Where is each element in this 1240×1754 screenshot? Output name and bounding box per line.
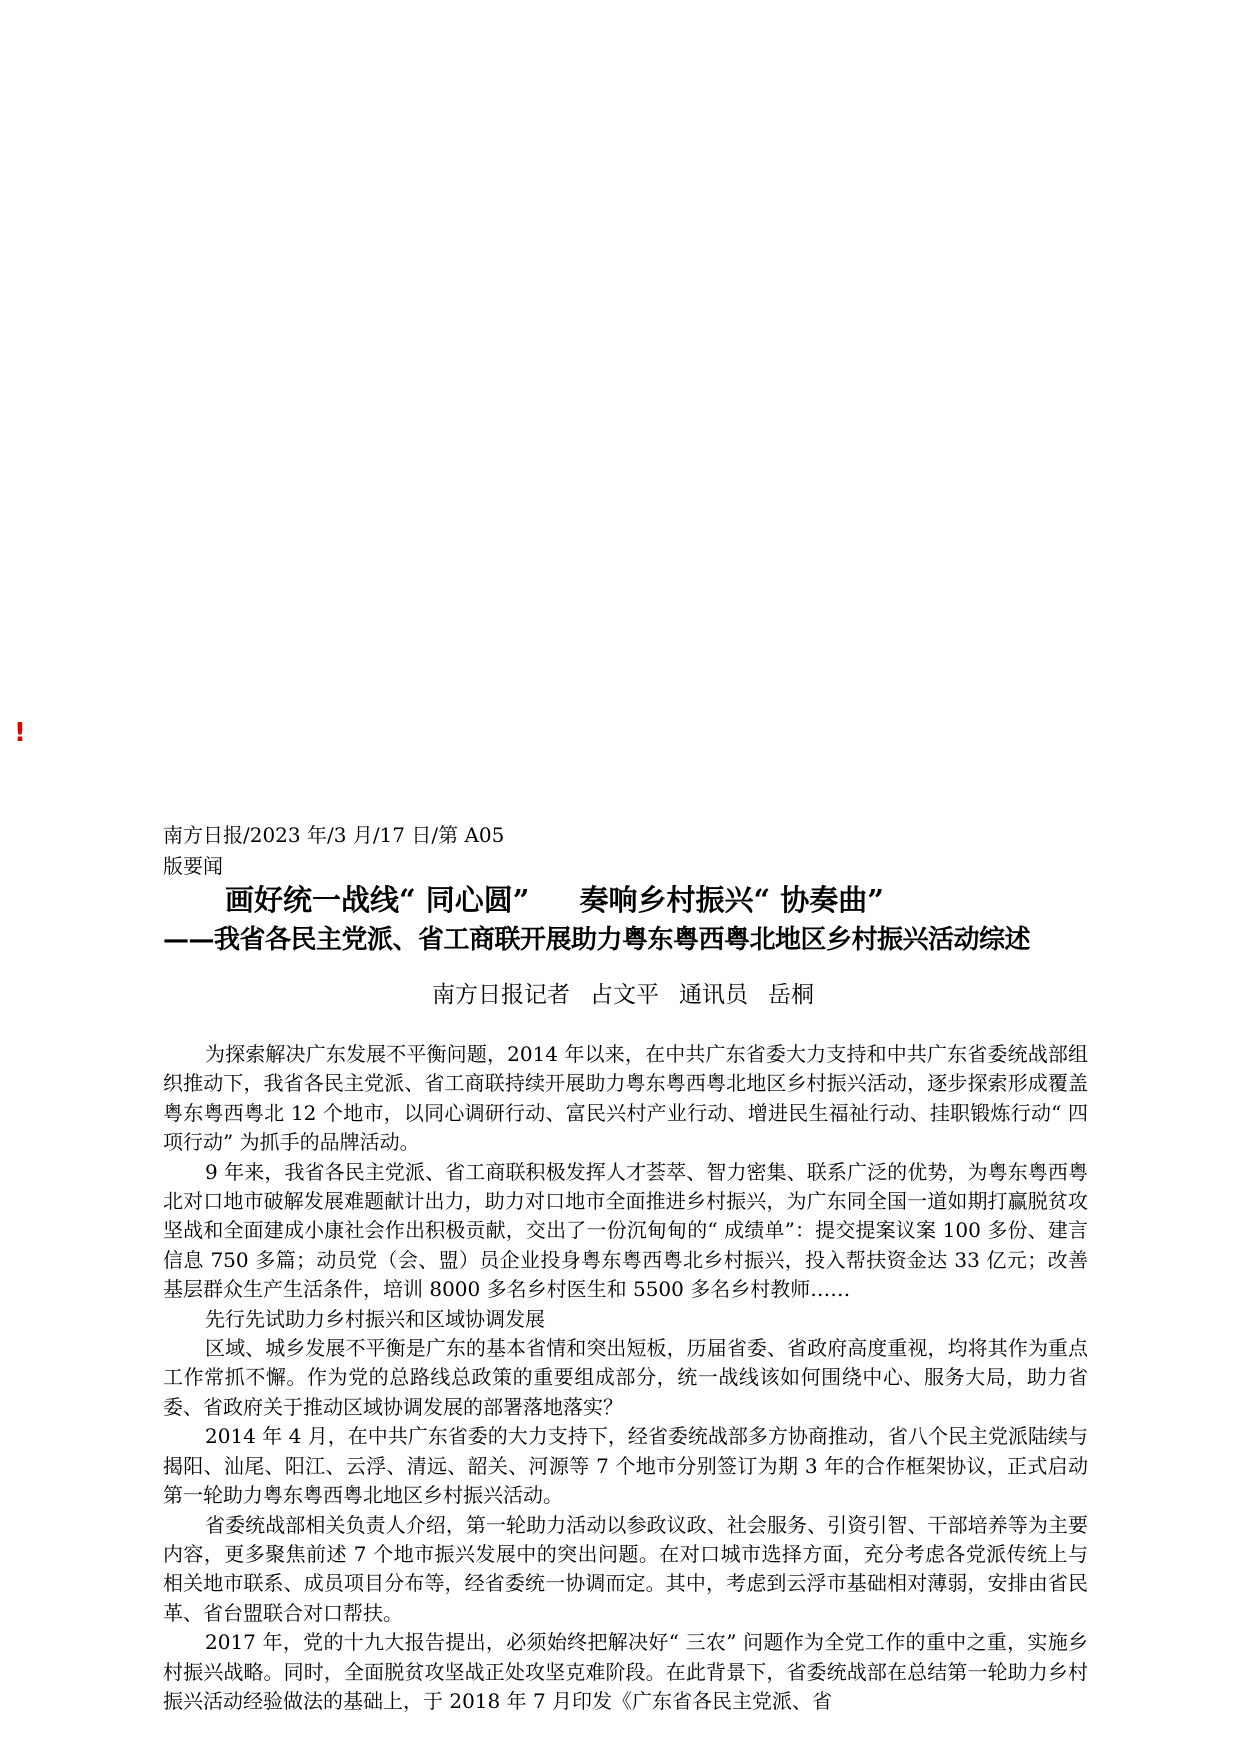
source-line-2: 版要闻 <box>163 854 223 878</box>
paragraph: 9 年来，我省各民主党派、省工商联积极发挥人才荟萃、智力密集、联系广泛的优势，为粤东粤西粤北对口地市破解发展难题献计出力，助力对口地市全面推进乡村振兴，为广东同全国一道如期打赢脱贫攻坚战和全面建成小康社会作出积极贡献，交出了一份沉甸甸的“ 成绩单”：提交提案议案 100 多份、建言信息 750 多篇；动员党（会、盟）员企业投身粤东粤西粤北乡村振兴，投入帮扶资金达 33 亿元；改善基层群众生产生活条件，培训 8000 多名乡村医生和 5500 多名乡村教师…… <box>163 1159 1088 1302</box>
headline-subtitle: ——我省各民主党派、省工商联开展助力粤东粤西粤北地区乡村振兴活动综述 <box>163 925 1031 955</box>
publication-source <box>163 820 1083 882</box>
correspondent-title: 通讯员 <box>679 982 748 1008</box>
byline <box>163 979 1083 1011</box>
red-exclamation-mark: ! <box>14 718 26 748</box>
paragraph: 为探索解决广东发展不平衡问题，2014 年以来，在中共广东省委大力支持和中共广东省委统战部组织推动下，我省各民主党派、省工商联持续开展助力粤东粤西粤北地区乡村振兴活动，逐步探索形成覆盖粤东粤西粤北 12 个地市，以同心调研行动、富民兴村产业行动、增进民生福祉行动、挂职锻炼行动“ 四项行动” 为抓手的品牌活动。 <box>163 1042 1088 1155</box>
paragraph: 区域、城乡发展不平衡是广东的基本省情和突出短板，历届省委、省政府高度重视，均将其作为重点工作常抓不懈。作为党的总路线总政策的重要组成部分，统一战线该如何围绕中心、服务大局，助力省委、省政府关于推动区域协调发展的部署落地落实？ <box>163 1336 1088 1419</box>
section-heading: 先行先试助力乡村振兴和区域协调发展 <box>205 1306 545 1331</box>
reporter-name: 占文平 <box>590 982 659 1008</box>
paragraph: 2017 年，党的十九大报告提出，必须始终把解决好“ 三农” 问题作为全党工作的重中之重，实施乡村振兴战略。同时，全面脱贫攻坚战正处攻坚克难阶段。在此背景下，省委统战部在总结第一轮助力乡村振兴活动经验做法的基础上，于 2018 年 7 月印发《广东省各民主党派、省 <box>163 1630 1088 1713</box>
headline-main <box>163 880 1083 920</box>
article-body <box>163 1040 1088 1716</box>
paragraph: 2014 年 4 月，在中共广东省委的大力支持下，经省委统战部多方协商推动，省八个民主党派陆续与揭阳、汕尾、阳江、云浮、清远、韶关、河源等 7 个地市分别签订为期 3 年的合作框架协议，正式启动第一轮助力粤东粤西粤北地区乡村振兴活动。 <box>163 1424 1088 1508</box>
paragraph: 省委统战部相关负责人介绍，第一轮助力活动以参政议政、社会服务、引资引智、干部培养等为主要内容，更多聚焦前述 7 个地市振兴发展中的突出问题。在对口城市选择方面，充分考虑各党派传统上与相关地市联系、成员项目分布等，经省委统一协调而定。其中，考虑到云浮市基础相对薄弱，安排由省民革、省台盟联合对口帮扶。 <box>163 1512 1088 1625</box>
correspondent-name: 岳桐 <box>768 982 814 1008</box>
reporter-title: 南方日报记者 <box>432 982 570 1008</box>
headline-part-1: 画好统一战线“ 同心圆” <box>225 883 530 917</box>
article-headline <box>163 880 1083 960</box>
source-line-1: 南方日报/2023 年/3 月/17 日/第 A05 <box>163 823 505 847</box>
headline-part-2: 奏响乡村振兴“ 协奏曲” <box>579 883 884 917</box>
